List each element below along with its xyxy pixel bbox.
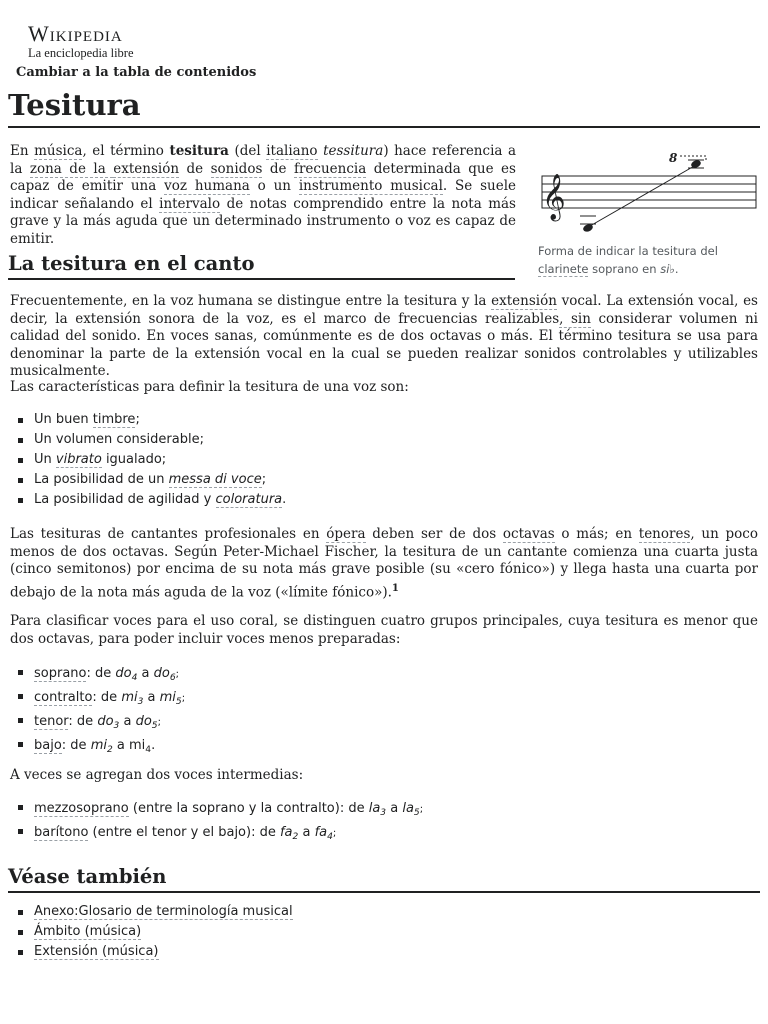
- bajo-link[interactable]: bajo: [34, 738, 62, 753]
- canto-paragraph-5: A veces se agregan dos voces intermedias:: [10, 767, 304, 783]
- list-item: [16, 922, 293, 942]
- figure-caption: Forma de indicar la tesitura del clarinete soprano en si♭.: [538, 244, 718, 276]
- sin-link[interactable]: , sin: [559, 310, 591, 327]
- octavas-link[interactable]: octavas: [502, 526, 555, 542]
- vibrato-link[interactable]: vibrato: [55, 452, 102, 467]
- list-item: Un buen timbre;: [16, 410, 286, 430]
- list-item: mezzosoprano (entre la soprano y la contralto): de $la_3$ a $la_5$;: [16, 797, 423, 821]
- zona-link[interactable]: zona de la: [29, 160, 114, 177]
- ambito-link[interactable]: Ámbito (música): [34, 924, 142, 939]
- extension-link[interactable]: extensión: [113, 160, 180, 177]
- voz-humana-link[interactable]: voz humana: [164, 178, 250, 194]
- glosario-link[interactable]: Anexo:Glosario de terminología musical: [34, 904, 293, 919]
- tenores-link[interactable]: tenores: [638, 526, 691, 542]
- italiano-link[interactable]: italiano: [266, 143, 318, 159]
- characteristics-list: [16, 410, 286, 510]
- coloratura-link[interactable]: coloratura: [215, 492, 283, 507]
- list-item: [16, 902, 293, 922]
- canto-paragraph-4: Para clasificar voces para el uso coral, se distinguen cuatro grupos principales, cuya tesitura es menor que dos octavas, para poder incluir voces menos preparadas:: [10, 613, 758, 647]
- canto-paragraph-2: Las características para definir la tesitura de una voz son:: [10, 379, 409, 395]
- contralto-link[interactable]: contralto: [34, 690, 93, 705]
- musica-link[interactable]: música: [34, 143, 83, 159]
- canto-paragraph-3: Las tesituras de cantantes profesionales en ópera deben ser de dos octavas o más; en tenores, un poco menos de dos octavas. Según Peter-Michael Fischer, la tesitura de un cantante comienza una cuarta justa (cinco semitonos) por encima de su nota más grave posible (su «cero fónico») y llega hasta una cuarta por debajo de la nota más aguda de la voz («límite fónico»).$^1$: [10, 526, 758, 600]
- figure-clarinet-range: [538, 146, 758, 278]
- see-also-list: [16, 902, 293, 962]
- list-item: barítono (entre el tenor y el bajo): de $fa_2$ a $fa_4$;: [16, 821, 423, 845]
- opera-link[interactable]: ópera: [326, 526, 366, 542]
- list-item: Un volumen considerable;: [16, 430, 286, 450]
- baritono-link[interactable]: barítono: [34, 825, 89, 840]
- list-item: soprano: de $do_4$ a $do_6$;: [16, 662, 185, 686]
- list-item: contralto: de $mi_3$ a $mi_5$;: [16, 686, 185, 710]
- canto-paragraph-1: Frecuentemente, en la voz humana se distingue entre la tesitura y la extensión vocal. La extensión vocal, es decir, la extensión sonora de la voz, es el marco de frecuencias realizables, sin considerar volumen ni calidad del sonido. En voces sanas, comúnmente es de dos octavas o más. El término tesitura se usa para denominar la parte de la extensión vocal en la cual se pueden realizar sonidos controlables y utilizables musicalmente.: [10, 293, 758, 379]
- frecuencia-link[interactable]: frecuencia: [293, 160, 367, 177]
- instrumento-musical-link[interactable]: instrumento musical: [298, 178, 443, 194]
- mezzosoprano-link[interactable]: mezzosoprano: [34, 801, 129, 816]
- reference-link[interactable]: 1: [391, 582, 399, 594]
- clarinete-link[interactable]: clarinete: [538, 262, 589, 276]
- treble-clef-icon: 𝄞: [542, 174, 566, 220]
- timbre-link[interactable]: timbre: [92, 412, 136, 427]
- list-item: Un vibrato igualado;: [16, 450, 286, 470]
- section-heading-vease-tambien: Véase también: [8, 864, 760, 893]
- intermediate-voices-list: [16, 797, 423, 845]
- extension-vocal-link[interactable]: extensión: [491, 293, 557, 309]
- soprano-link[interactable]: soprano: [34, 666, 87, 681]
- list-item: [16, 942, 293, 962]
- logo-subtitle: La enciclopedia libre: [28, 46, 134, 60]
- tenor-link[interactable]: tenor: [34, 714, 69, 729]
- sonidos-link[interactable]: sonidos: [210, 160, 263, 177]
- logo-title: Wikipedia: [28, 21, 123, 46]
- messa-di-voce-link[interactable]: messa di voce: [168, 472, 262, 487]
- extension-musica-link[interactable]: Extensión (música): [34, 944, 159, 959]
- intro-paragraph: En música, el término tesitura (del italiano tessitura) hace referencia a la zona de la extensión de sonidos de frecuencia determinada que es capaz de emitir una voz humana o un instrumento musical. Se suele indicar señalando el intervalo de notas comprendido entre la nota más grave y la más aguda que un determinado instrumento o voz es capaz de emitir.: [10, 143, 517, 247]
- voices-list: [16, 662, 185, 757]
- list-item: La posibilidad de agilidad y coloratura.: [16, 490, 286, 510]
- toc-toggle-button[interactable]: Cambiar a la tabla de contenidos: [16, 65, 257, 80]
- section-heading-canto: La tesitura en el canto: [8, 251, 515, 280]
- list-item: La posibilidad de un messa di voce;: [16, 470, 286, 490]
- staff-notation-image: [538, 146, 758, 234]
- list-item: bajo: de $mi_2$ a $mi_4$.: [16, 734, 185, 757]
- page-title: Tesitura: [8, 86, 760, 128]
- ottava-mark: 8: [669, 151, 678, 165]
- list-item: tenor: de $do_3$ a $do_5$;: [16, 710, 185, 734]
- intervalo-link[interactable]: intervalo: [159, 195, 221, 212]
- wikipedia-logo[interactable]: [28, 22, 188, 60]
